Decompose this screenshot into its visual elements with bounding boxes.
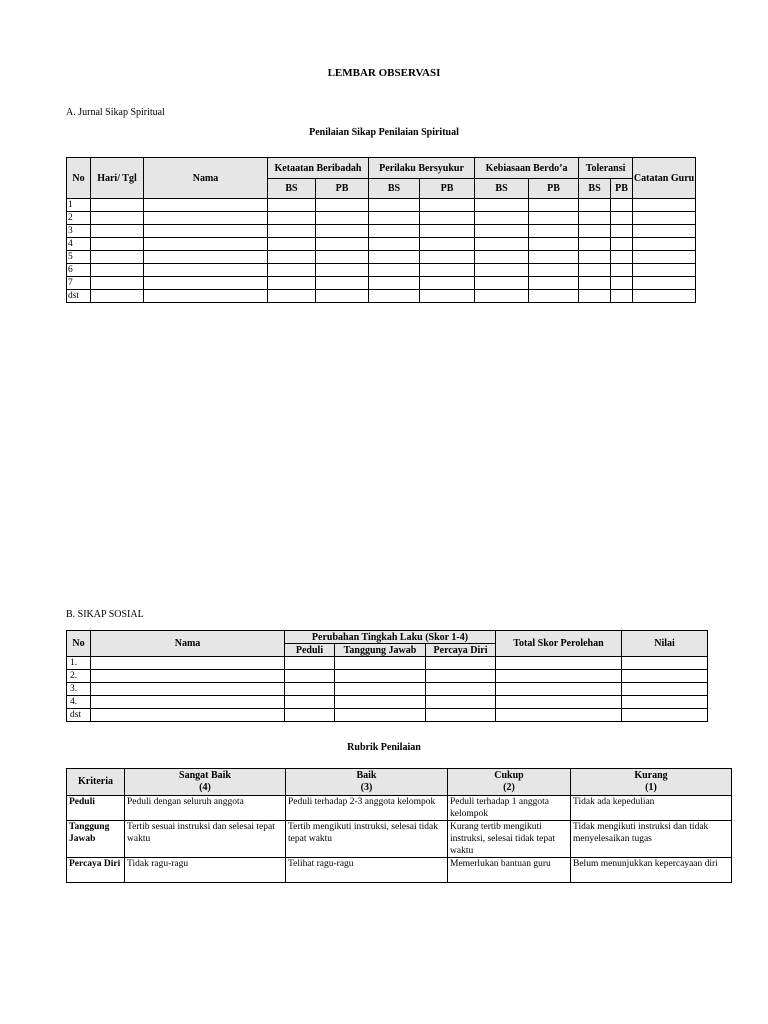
- entry-cell[interactable]: [316, 277, 369, 290]
- entry-cell[interactable]: [611, 277, 633, 290]
- row-number: 4.: [67, 696, 91, 709]
- entry-cell[interactable]: [420, 264, 475, 277]
- entry-cell[interactable]: [579, 277, 611, 290]
- table-row: [67, 709, 708, 722]
- entry-cell[interactable]: [622, 709, 708, 722]
- entry-cell[interactable]: [622, 657, 708, 670]
- spiritual-journal-table: [66, 157, 696, 303]
- entry-cell[interactable]: [144, 290, 268, 303]
- row-number: 5: [67, 251, 91, 264]
- header-pb: PB: [611, 179, 633, 199]
- rubric-table: [66, 768, 732, 883]
- entry-cell[interactable]: [475, 251, 529, 264]
- entry-cell[interactable]: [633, 251, 696, 264]
- entry-cell[interactable]: [91, 199, 144, 212]
- row-number: 3: [67, 225, 91, 238]
- entry-cell[interactable]: [475, 290, 529, 303]
- criteria-cell: Tanggung Jawab: [67, 821, 125, 858]
- entry-cell[interactable]: [91, 225, 144, 238]
- header-toleransi: Toleransi: [579, 158, 633, 179]
- header-catatan-guru: Catatan Guru: [633, 158, 696, 199]
- entry-cell[interactable]: [529, 251, 579, 264]
- entry-cell[interactable]: [529, 264, 579, 277]
- entry-cell[interactable]: [268, 290, 316, 303]
- entry-cell[interactable]: [316, 251, 369, 264]
- entry-cell[interactable]: [420, 212, 475, 225]
- entry-cell[interactable]: [579, 264, 611, 277]
- entry-cell[interactable]: [579, 225, 611, 238]
- social-attitude-table: [66, 630, 708, 722]
- entry-cell[interactable]: [633, 225, 696, 238]
- entry-cell[interactable]: [144, 251, 268, 264]
- entry-cell[interactable]: [475, 199, 529, 212]
- entry-cell[interactable]: [579, 199, 611, 212]
- entry-cell[interactable]: [611, 199, 633, 212]
- header-percaya-diri: Percaya Diri: [426, 644, 496, 657]
- table-row: [67, 199, 696, 212]
- entry-cell[interactable]: [633, 199, 696, 212]
- row-number: 7: [67, 277, 91, 290]
- header-date: Hari/ Tgl: [91, 158, 144, 199]
- entry-cell[interactable]: [426, 670, 496, 683]
- table-row: [67, 670, 708, 683]
- table-row: [67, 657, 708, 670]
- rubric-title: Rubrik Penilaian: [347, 742, 421, 753]
- header-bs: BS: [475, 179, 529, 199]
- header-perilaku-bersyukur: Perilaku Bersyukur: [369, 158, 475, 179]
- entry-cell[interactable]: [622, 670, 708, 683]
- entry-cell[interactable]: [475, 225, 529, 238]
- entry-cell[interactable]: [369, 212, 420, 225]
- row-number: 6: [67, 264, 91, 277]
- entry-cell[interactable]: [475, 264, 529, 277]
- entry-cell[interactable]: [144, 277, 268, 290]
- entry-cell[interactable]: [611, 212, 633, 225]
- row-number: 3.: [67, 683, 91, 696]
- entry-cell[interactable]: [335, 683, 426, 696]
- entry-cell[interactable]: [611, 225, 633, 238]
- rubric-cell: Tidak ada kepedulian: [571, 796, 732, 821]
- row-number: dst: [67, 709, 91, 722]
- entry-cell[interactable]: [335, 696, 426, 709]
- entry-cell[interactable]: [579, 251, 611, 264]
- entry-cell[interactable]: [316, 238, 369, 251]
- entry-cell[interactable]: [285, 657, 335, 670]
- entry-cell[interactable]: [611, 238, 633, 251]
- row-number: 2: [67, 212, 91, 225]
- table-row: [67, 238, 696, 251]
- entry-cell[interactable]: [268, 199, 316, 212]
- entry-cell[interactable]: [496, 657, 622, 670]
- entry-cell[interactable]: [91, 709, 285, 722]
- entry-cell[interactable]: [268, 251, 316, 264]
- entry-cell[interactable]: [496, 683, 622, 696]
- entry-cell[interactable]: [579, 290, 611, 303]
- entry-cell[interactable]: [144, 212, 268, 225]
- entry-cell[interactable]: [420, 238, 475, 251]
- entry-cell[interactable]: [529, 277, 579, 290]
- rubric-cell: Kurang tertib mengikuti instruksi, selesai tidak tepat waktu: [448, 821, 571, 858]
- entry-cell[interactable]: [369, 251, 420, 264]
- entry-cell[interactable]: [426, 657, 496, 670]
- entry-cell[interactable]: [268, 264, 316, 277]
- header-kebiasaan-berdoa: Kebiasaan Berdo’a: [475, 158, 579, 179]
- entry-cell[interactable]: [91, 290, 144, 303]
- entry-cell[interactable]: [475, 212, 529, 225]
- table-row: [67, 858, 732, 883]
- entry-cell[interactable]: [144, 238, 268, 251]
- entry-cell[interactable]: [268, 212, 316, 225]
- entry-cell[interactable]: [91, 670, 285, 683]
- entry-cell[interactable]: [611, 290, 633, 303]
- rubric-cell: Tidak ragu-ragu: [125, 858, 286, 883]
- entry-cell[interactable]: [369, 264, 420, 277]
- header-bs: BS: [369, 179, 420, 199]
- entry-cell[interactable]: [529, 212, 579, 225]
- header-ketaatan-beribadah: Ketaatan Beribadah: [268, 158, 369, 179]
- criteria-cell: Peduli: [67, 796, 125, 821]
- entry-cell[interactable]: [475, 238, 529, 251]
- entry-cell[interactable]: [529, 199, 579, 212]
- entry-cell[interactable]: [144, 199, 268, 212]
- header-name: Nama: [91, 631, 285, 657]
- header-pb: PB: [529, 179, 579, 199]
- entry-cell[interactable]: [335, 709, 426, 722]
- header-total-score: Total Skor Perolehan: [496, 631, 622, 657]
- entry-cell[interactable]: [579, 238, 611, 251]
- entry-cell[interactable]: [268, 238, 316, 251]
- header-peduli: Peduli: [285, 644, 335, 657]
- header-baik: Baik (3): [286, 769, 448, 796]
- entry-cell[interactable]: [369, 238, 420, 251]
- entry-cell[interactable]: [420, 225, 475, 238]
- entry-cell[interactable]: [335, 670, 426, 683]
- entry-cell[interactable]: [611, 251, 633, 264]
- entry-cell[interactable]: [633, 277, 696, 290]
- rubric-cell: Memerlukan bantuan guru: [448, 858, 571, 883]
- entry-cell[interactable]: [496, 696, 622, 709]
- header-pb: PB: [316, 179, 369, 199]
- entry-cell[interactable]: [91, 264, 144, 277]
- table-row: [67, 796, 732, 821]
- entry-cell[interactable]: [529, 290, 579, 303]
- header-tanggung-jawab: Tanggung Jawab: [335, 644, 426, 657]
- header-kurang: Kurang (1): [571, 769, 732, 796]
- entry-cell[interactable]: [285, 683, 335, 696]
- entry-cell[interactable]: [622, 696, 708, 709]
- row-number: dst: [67, 290, 91, 303]
- entry-cell[interactable]: [426, 696, 496, 709]
- entry-cell[interactable]: [529, 225, 579, 238]
- header-no: No: [67, 631, 91, 657]
- entry-cell[interactable]: [420, 251, 475, 264]
- header-no: No: [67, 158, 91, 199]
- entry-cell[interactable]: [496, 670, 622, 683]
- rubric-cell: Tidak mengikuti instruksi dan tidak menyelesaikan tugas: [571, 821, 732, 858]
- header-name: Nama: [144, 158, 268, 199]
- entry-cell[interactable]: [91, 696, 285, 709]
- entry-cell[interactable]: [335, 657, 426, 670]
- page-title: LEMBAR OBSERVASI: [327, 67, 441, 79]
- table-row: [67, 277, 696, 290]
- entry-cell[interactable]: [144, 264, 268, 277]
- rubric-cell: Tertib sesuai instruksi dan selesai tepat waktu: [125, 821, 286, 858]
- entry-cell[interactable]: [91, 212, 144, 225]
- entry-cell[interactable]: [316, 264, 369, 277]
- section-a-subtitle: Penilaian Sikap Penilaian Spiritual: [309, 127, 459, 138]
- entry-cell[interactable]: [633, 238, 696, 251]
- row-number: 1.: [67, 657, 91, 670]
- row-number: 1: [67, 199, 91, 212]
- entry-cell[interactable]: [426, 683, 496, 696]
- entry-cell[interactable]: [633, 212, 696, 225]
- entry-cell[interactable]: [285, 696, 335, 709]
- entry-cell[interactable]: [316, 225, 369, 238]
- table-row: [67, 225, 696, 238]
- entry-cell[interactable]: [426, 709, 496, 722]
- entry-cell[interactable]: [579, 212, 611, 225]
- entry-cell[interactable]: [496, 709, 622, 722]
- entry-cell[interactable]: [285, 670, 335, 683]
- entry-cell[interactable]: [91, 683, 285, 696]
- entry-cell[interactable]: [633, 264, 696, 277]
- entry-cell[interactable]: [369, 199, 420, 212]
- entry-cell[interactable]: [91, 251, 144, 264]
- header-sangat-baik: Sangat Baik (4): [125, 769, 286, 796]
- entry-cell[interactable]: [91, 277, 144, 290]
- section-a-heading: A. Jurnal Sikap Spiritual: [66, 107, 165, 118]
- header-kriteria: Kriteria: [67, 769, 125, 796]
- entry-cell[interactable]: [369, 290, 420, 303]
- entry-cell[interactable]: [420, 290, 475, 303]
- rubric-cell: Tertib mengikuti instruksi, selesai tidak tepat waktu: [286, 821, 448, 858]
- entry-cell[interactable]: [529, 238, 579, 251]
- entry-cell[interactable]: [91, 657, 285, 670]
- entry-cell[interactable]: [633, 290, 696, 303]
- section-b-heading: B. SIKAP SOSIAL: [66, 609, 144, 620]
- entry-cell[interactable]: [369, 225, 420, 238]
- table-row: [67, 251, 696, 264]
- entry-cell[interactable]: [369, 277, 420, 290]
- entry-cell[interactable]: [316, 199, 369, 212]
- rubric-cell: Belum menunjukkan kepercayaan diri: [571, 858, 732, 883]
- row-number: 4: [67, 238, 91, 251]
- table-row: [67, 821, 732, 858]
- entry-cell[interactable]: [420, 277, 475, 290]
- header-pb: PB: [420, 179, 475, 199]
- table-row: [67, 264, 696, 277]
- criteria-cell: Percaya Diri: [67, 858, 125, 883]
- table-row: [67, 696, 708, 709]
- header-bs: BS: [268, 179, 316, 199]
- entry-cell[interactable]: [268, 277, 316, 290]
- header-bs: BS: [579, 179, 611, 199]
- row-number: 2.: [67, 670, 91, 683]
- entry-cell[interactable]: [622, 683, 708, 696]
- rubric-cell: Peduli terhadap 1 anggota kelompok: [448, 796, 571, 821]
- entry-cell[interactable]: [420, 199, 475, 212]
- header-cukup: Cukup (2): [448, 769, 571, 796]
- entry-cell[interactable]: [285, 709, 335, 722]
- table-row: [67, 212, 696, 225]
- table-row: [67, 683, 708, 696]
- entry-cell[interactable]: [316, 290, 369, 303]
- entry-cell[interactable]: [91, 238, 144, 251]
- header-behavior-change: Perubahan Tingkah Laku (Skor 1-4): [285, 631, 496, 644]
- rubric-cell: Peduli terhadap 2-3 anggota kelompok: [286, 796, 448, 821]
- entry-cell[interactable]: [268, 225, 316, 238]
- rubric-cell: Telihat ragu-ragu: [286, 858, 448, 883]
- rubric-cell: Peduli dengan seluruh anggota: [125, 796, 286, 821]
- table-row: [67, 290, 696, 303]
- entry-cell[interactable]: [611, 264, 633, 277]
- entry-cell[interactable]: [316, 212, 369, 225]
- entry-cell[interactable]: [475, 277, 529, 290]
- header-nilai: Nilai: [622, 631, 708, 657]
- entry-cell[interactable]: [144, 225, 268, 238]
